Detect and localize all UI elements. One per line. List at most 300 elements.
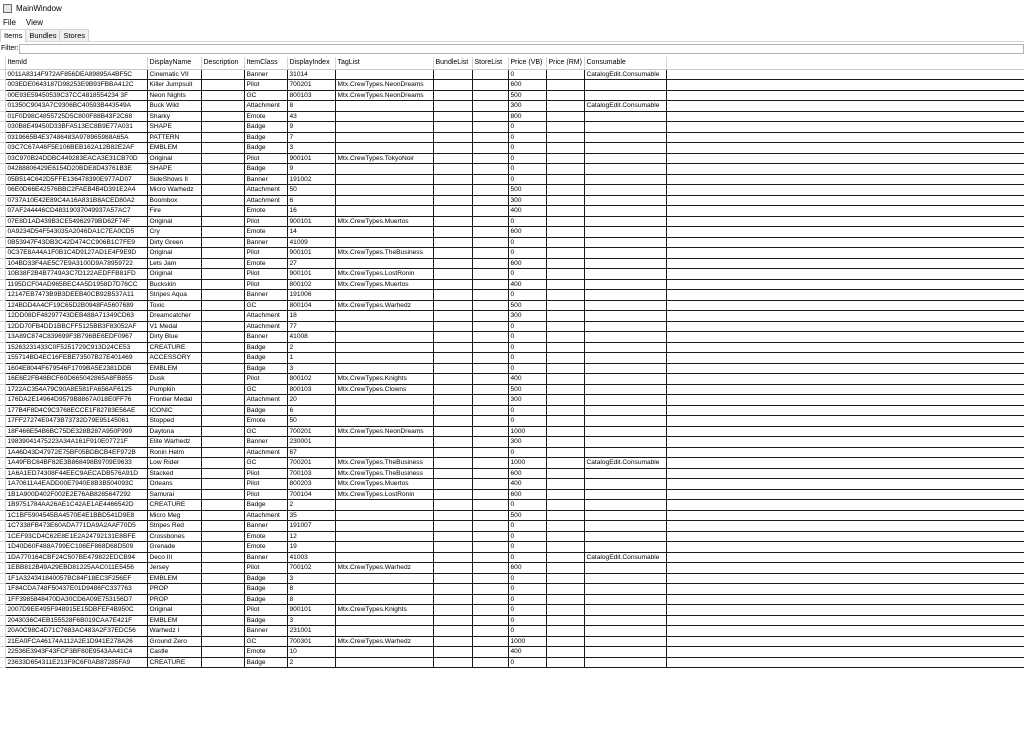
- table-cell[interactable]: Mtx.CrewTypes.TheBusiness: [335, 248, 433, 259]
- table-cell[interactable]: 600: [508, 468, 546, 479]
- table-cell[interactable]: [472, 258, 508, 269]
- table-cell[interactable]: [546, 300, 584, 311]
- table-cell[interactable]: 50: [287, 185, 335, 196]
- table-cell[interactable]: [433, 657, 472, 668]
- table-cell[interactable]: [201, 279, 244, 290]
- table-cell[interactable]: 23633D654311E213F9C6F0AB87285FA9: [5, 657, 147, 668]
- table-cell[interactable]: [433, 363, 472, 374]
- table-cell[interactable]: Badge: [244, 657, 287, 668]
- table-cell[interactable]: 0: [508, 321, 546, 332]
- table-cell[interactable]: 1FF3985848470DA30CD6A09E753156D7: [5, 594, 147, 605]
- table-cell[interactable]: Mtx.CrewTypes.Muertos: [335, 216, 433, 227]
- table-cell[interactable]: [584, 143, 666, 154]
- table-cell[interactable]: [201, 636, 244, 647]
- table-cell[interactable]: [472, 90, 508, 101]
- table-cell[interactable]: [433, 342, 472, 353]
- table-cell[interactable]: [433, 216, 472, 227]
- table-cell[interactable]: [472, 248, 508, 259]
- table-cell[interactable]: [472, 657, 508, 668]
- table-cell[interactable]: [546, 500, 584, 511]
- table-cell[interactable]: 0: [508, 290, 546, 301]
- table-cell[interactable]: [472, 174, 508, 185]
- table-cell[interactable]: [546, 90, 584, 101]
- table-cell[interactable]: [584, 542, 666, 553]
- table-cell[interactable]: [201, 122, 244, 133]
- table-cell[interactable]: [472, 605, 508, 616]
- table-cell[interactable]: [584, 395, 666, 406]
- table-cell[interactable]: [546, 321, 584, 332]
- table-cell[interactable]: [546, 657, 584, 668]
- table-cell[interactable]: 0: [508, 405, 546, 416]
- table-row[interactable]: [0, 500, 1024, 511]
- table-cell[interactable]: [546, 227, 584, 238]
- table-cell[interactable]: [546, 626, 584, 637]
- table-cell[interactable]: 20: [287, 395, 335, 406]
- table-cell[interactable]: CREATURE: [147, 657, 201, 668]
- table-cell[interactable]: 7: [287, 132, 335, 143]
- table-row[interactable]: [0, 290, 1024, 301]
- table-cell[interactable]: [472, 563, 508, 574]
- table-cell[interactable]: GC: [244, 300, 287, 311]
- table-cell[interactable]: Stopped: [147, 416, 201, 427]
- table-cell[interactable]: [433, 227, 472, 238]
- table-cell[interactable]: [201, 395, 244, 406]
- table-cell[interactable]: Elite Warhedz: [147, 437, 201, 448]
- table-cell[interactable]: [201, 374, 244, 385]
- table-row[interactable]: [0, 164, 1024, 175]
- table-cell[interactable]: [335, 615, 433, 626]
- table-cell[interactable]: [584, 437, 666, 448]
- table-cell[interactable]: ACCESSORY: [147, 353, 201, 364]
- table-cell[interactable]: [584, 363, 666, 374]
- table-cell[interactable]: 800104: [287, 300, 335, 311]
- table-cell[interactable]: [546, 206, 584, 217]
- table-row[interactable]: [0, 468, 1024, 479]
- table-cell[interactable]: [584, 290, 666, 301]
- table-cell[interactable]: [472, 122, 508, 133]
- table-cell[interactable]: [335, 111, 433, 122]
- table-cell[interactable]: Pilot: [244, 248, 287, 259]
- table-cell[interactable]: 900101: [287, 153, 335, 164]
- table-cell[interactable]: Fire: [147, 206, 201, 217]
- table-cell[interactable]: 27: [287, 258, 335, 269]
- table-cell[interactable]: 800102: [287, 374, 335, 385]
- table-cell[interactable]: Mtx.CrewTypes.Knights: [335, 605, 433, 616]
- table-cell[interactable]: 0: [508, 143, 546, 154]
- table-cell[interactable]: [433, 101, 472, 112]
- table-cell[interactable]: 800203: [287, 479, 335, 490]
- filter-input[interactable]: [19, 44, 1024, 54]
- table-cell[interactable]: [546, 132, 584, 143]
- table-cell[interactable]: 9: [287, 164, 335, 175]
- table-cell[interactable]: [546, 521, 584, 532]
- table-cell[interactable]: [584, 468, 666, 479]
- table-cell[interactable]: [433, 384, 472, 395]
- table-cell[interactable]: [546, 185, 584, 196]
- table-cell[interactable]: [472, 384, 508, 395]
- table-cell[interactable]: [584, 237, 666, 248]
- table-cell[interactable]: [335, 510, 433, 521]
- table-cell[interactable]: Killer Jumpsuit: [147, 80, 201, 91]
- table-cell[interactable]: 2: [287, 342, 335, 353]
- table-cell[interactable]: Attachment: [244, 101, 287, 112]
- table-cell[interactable]: [201, 174, 244, 185]
- table-cell[interactable]: Micro Meg: [147, 510, 201, 521]
- table-cell[interactable]: 300: [508, 195, 546, 206]
- table-row[interactable]: [0, 636, 1024, 647]
- table-cell[interactable]: [433, 468, 472, 479]
- tab-bundles[interactable]: Bundles: [25, 29, 60, 41]
- table-cell[interactable]: 12DD08DF48297743DEB488A71349CD63: [5, 311, 147, 322]
- table-row[interactable]: [0, 258, 1024, 269]
- table-cell[interactable]: [546, 479, 584, 490]
- table-row[interactable]: [0, 657, 1024, 668]
- table-row[interactable]: [0, 132, 1024, 143]
- table-cell[interactable]: 0: [508, 542, 546, 553]
- table-cell[interactable]: [472, 531, 508, 542]
- table-cell[interactable]: V1 Medal: [147, 321, 201, 332]
- table-cell[interactable]: [546, 605, 584, 616]
- table-cell[interactable]: Frontier Medal: [147, 395, 201, 406]
- table-cell[interactable]: 003EDE0643187D98253E9B93FBBA412C: [5, 80, 147, 91]
- table-cell[interactable]: 0: [508, 605, 546, 616]
- table-cell[interactable]: Banner: [244, 552, 287, 563]
- table-cell[interactable]: [335, 69, 433, 80]
- table-cell[interactable]: Mtx.CrewTypes.Warhedz: [335, 636, 433, 647]
- table-cell[interactable]: [433, 542, 472, 553]
- table-cell[interactable]: 191006: [287, 290, 335, 301]
- table-cell[interactable]: [433, 80, 472, 91]
- table-cell[interactable]: SideShows II: [147, 174, 201, 185]
- table-cell[interactable]: [472, 405, 508, 416]
- table-cell[interactable]: [433, 132, 472, 143]
- table-cell[interactable]: 20A0C98C4D71C7683AC483A2F37EDC56: [5, 626, 147, 637]
- table-cell[interactable]: 12: [287, 531, 335, 542]
- table-cell[interactable]: [584, 584, 666, 595]
- table-row[interactable]: [0, 111, 1024, 122]
- table-cell[interactable]: 6: [287, 195, 335, 206]
- table-cell[interactable]: [472, 164, 508, 175]
- table-cell[interactable]: [546, 437, 584, 448]
- table-cell[interactable]: Cinematic VII: [147, 69, 201, 80]
- table-cell[interactable]: 3: [287, 143, 335, 154]
- table-cell[interactable]: [201, 647, 244, 658]
- table-cell[interactable]: 0: [508, 626, 546, 637]
- table-cell[interactable]: [201, 384, 244, 395]
- table-cell[interactable]: [546, 122, 584, 133]
- table-row[interactable]: [0, 269, 1024, 280]
- table-cell[interactable]: 0: [508, 584, 546, 595]
- table-cell[interactable]: 700102: [287, 563, 335, 574]
- table-cell[interactable]: [472, 626, 508, 637]
- table-cell[interactable]: [584, 248, 666, 259]
- table-cell[interactable]: 2043036C4EB155528F6B019CAA7E421F: [5, 615, 147, 626]
- table-cell[interactable]: [472, 374, 508, 385]
- table-cell[interactable]: [433, 111, 472, 122]
- table-cell[interactable]: [335, 290, 433, 301]
- table-cell[interactable]: Deco III: [147, 552, 201, 563]
- table-cell[interactable]: [584, 185, 666, 196]
- table-cell[interactable]: [201, 479, 244, 490]
- table-cell[interactable]: [584, 195, 666, 206]
- table-cell[interactable]: Dirty Green: [147, 237, 201, 248]
- table-row[interactable]: [0, 143, 1024, 154]
- table-cell[interactable]: [433, 185, 472, 196]
- table-cell[interactable]: 0: [508, 573, 546, 584]
- table-cell[interactable]: 500: [508, 384, 546, 395]
- table-cell[interactable]: SHAPE: [147, 122, 201, 133]
- table-cell[interactable]: [335, 395, 433, 406]
- table-cell[interactable]: 0: [508, 531, 546, 542]
- table-cell[interactable]: 07AF244446CD48319037049937A57AC7: [5, 206, 147, 217]
- table-cell[interactable]: 191007: [287, 521, 335, 532]
- table-cell[interactable]: [201, 111, 244, 122]
- table-cell[interactable]: [201, 342, 244, 353]
- table-row[interactable]: [0, 248, 1024, 259]
- table-cell[interactable]: [546, 69, 584, 80]
- table-cell[interactable]: [201, 216, 244, 227]
- table-cell[interactable]: PROP: [147, 584, 201, 595]
- table-cell[interactable]: Emote: [244, 542, 287, 553]
- table-cell[interactable]: [584, 626, 666, 637]
- table-cell[interactable]: [433, 605, 472, 616]
- table-cell[interactable]: [546, 584, 584, 595]
- table-row[interactable]: [0, 332, 1024, 343]
- table-cell[interactable]: [546, 195, 584, 206]
- table-cell[interactable]: [433, 332, 472, 343]
- table-cell[interactable]: [546, 489, 584, 500]
- table-cell[interactable]: Badge: [244, 353, 287, 364]
- table-cell[interactable]: [584, 605, 666, 616]
- table-cell[interactable]: Emote: [244, 111, 287, 122]
- table-cell[interactable]: 00E93E59450539C37CC4818554234 3F: [5, 90, 147, 101]
- table-cell[interactable]: [201, 311, 244, 322]
- table-cell[interactable]: Mtx.CrewTypes.TheBusiness: [335, 458, 433, 469]
- table-cell[interactable]: [584, 321, 666, 332]
- table-cell[interactable]: 03C7C67A46F5E106BEB162A12B82E2AF: [5, 143, 147, 154]
- table-cell[interactable]: [546, 279, 584, 290]
- table-cell[interactable]: Toxic: [147, 300, 201, 311]
- table-cell[interactable]: 0: [508, 174, 546, 185]
- table-cell[interactable]: [201, 164, 244, 175]
- table-cell[interactable]: 67: [287, 447, 335, 458]
- table-cell[interactable]: [201, 426, 244, 437]
- table-cell[interactable]: [433, 531, 472, 542]
- table-cell[interactable]: [546, 416, 584, 427]
- table-cell[interactable]: Banner: [244, 69, 287, 80]
- table-cell[interactable]: 600: [508, 489, 546, 500]
- table-cell[interactable]: [201, 269, 244, 280]
- table-cell[interactable]: [546, 563, 584, 574]
- table-cell[interactable]: [546, 311, 584, 322]
- table-cell[interactable]: 3: [287, 573, 335, 584]
- table-cell[interactable]: [472, 426, 508, 437]
- column-header[interactable]: DisplayIndex: [287, 57, 335, 69]
- table-cell[interactable]: [546, 458, 584, 469]
- table-cell[interactable]: 41008: [287, 332, 335, 343]
- table-row[interactable]: [0, 416, 1024, 427]
- table-cell[interactable]: 1F1A324341840057BC84F18EC3F256EF: [5, 573, 147, 584]
- table-cell[interactable]: [546, 258, 584, 269]
- table-row[interactable]: [0, 374, 1024, 385]
- table-cell[interactable]: 500: [508, 185, 546, 196]
- table-cell[interactable]: PROP: [147, 594, 201, 605]
- table-cell[interactable]: 1000: [508, 458, 546, 469]
- table-cell[interactable]: 900101: [287, 216, 335, 227]
- table-cell[interactable]: [433, 426, 472, 437]
- table-cell[interactable]: [472, 332, 508, 343]
- table-cell[interactable]: [201, 594, 244, 605]
- table-cell[interactable]: CatalogEdit.Consumable: [584, 458, 666, 469]
- table-cell[interactable]: Badge: [244, 584, 287, 595]
- column-header[interactable]: Consumable: [584, 57, 666, 69]
- table-cell[interactable]: [335, 584, 433, 595]
- table-cell[interactable]: [472, 132, 508, 143]
- table-cell[interactable]: Badge: [244, 363, 287, 374]
- table-cell[interactable]: [335, 573, 433, 584]
- table-cell[interactable]: [335, 206, 433, 217]
- table-cell[interactable]: Pilot: [244, 605, 287, 616]
- table-cell[interactable]: [546, 153, 584, 164]
- table-cell[interactable]: ICONIC: [147, 405, 201, 416]
- table-cell[interactable]: [335, 164, 433, 175]
- table-cell[interactable]: [201, 605, 244, 616]
- table-cell[interactable]: [472, 342, 508, 353]
- tab-stores[interactable]: Stores: [59, 29, 89, 41]
- column-header[interactable]: ItemClass: [244, 57, 287, 69]
- table-row[interactable]: [0, 153, 1024, 164]
- table-cell[interactable]: [433, 69, 472, 80]
- table-cell[interactable]: [201, 468, 244, 479]
- table-cell[interactable]: [584, 384, 666, 395]
- table-row[interactable]: [0, 279, 1024, 290]
- table-cell[interactable]: [335, 143, 433, 154]
- table-cell[interactable]: Attachment: [244, 311, 287, 322]
- table-cell[interactable]: 0A9234D54F543035A2046DA1C7EA0CD5: [5, 227, 147, 238]
- table-cell[interactable]: 230001: [287, 437, 335, 448]
- table-cell[interactable]: 07E8D1AD439B3CE54962979BD62F74F: [5, 216, 147, 227]
- table-cell[interactable]: [546, 164, 584, 175]
- table-cell[interactable]: 06E0D66E42576BBC2FAEB4B4D391E2A4: [5, 185, 147, 196]
- table-cell[interactable]: [433, 174, 472, 185]
- table-cell[interactable]: [472, 573, 508, 584]
- table-cell[interactable]: 1F84CDA748F50437E01D9486FC337763: [5, 584, 147, 595]
- table-cell[interactable]: Pilot: [244, 563, 287, 574]
- table-cell[interactable]: 05B514C642D5FFE136478390E977AD07: [5, 174, 147, 185]
- table-cell[interactable]: [433, 573, 472, 584]
- table-cell[interactable]: [433, 395, 472, 406]
- table-cell[interactable]: [433, 237, 472, 248]
- table-cell[interactable]: [472, 468, 508, 479]
- table-cell[interactable]: 1604E8044F679546F1709BA5E2381DDB: [5, 363, 147, 374]
- table-cell[interactable]: Mtx.CrewTypes.NeonDreams: [335, 90, 433, 101]
- table-cell[interactable]: [546, 468, 584, 479]
- table-cell[interactable]: 400: [508, 279, 546, 290]
- table-cell[interactable]: [201, 153, 244, 164]
- table-cell[interactable]: Pilot: [244, 80, 287, 91]
- table-cell[interactable]: Neon Nights: [147, 90, 201, 101]
- table-cell[interactable]: [546, 342, 584, 353]
- table-cell[interactable]: [472, 279, 508, 290]
- table-cell[interactable]: Cry: [147, 227, 201, 238]
- table-cell[interactable]: CREATURE: [147, 500, 201, 511]
- table-cell[interactable]: [335, 626, 433, 637]
- table-cell[interactable]: [335, 594, 433, 605]
- table-cell[interactable]: 16: [287, 206, 335, 217]
- table-cell[interactable]: 17FF27274E0473B73732D79E95145061: [5, 416, 147, 427]
- table-cell[interactable]: [335, 500, 433, 511]
- table-cell[interactable]: [335, 122, 433, 133]
- table-cell[interactable]: [472, 542, 508, 553]
- table-cell[interactable]: [472, 647, 508, 658]
- table-cell[interactable]: [584, 174, 666, 185]
- table-row[interactable]: [0, 437, 1024, 448]
- table-cell[interactable]: [584, 500, 666, 511]
- table-cell[interactable]: [584, 426, 666, 437]
- table-cell[interactable]: [584, 479, 666, 490]
- table-row[interactable]: [0, 395, 1024, 406]
- table-cell[interactable]: 10: [287, 647, 335, 658]
- table-cell[interactable]: 1DA770164CBF24C507BE479822EDCB94: [5, 552, 147, 563]
- table-cell[interactable]: [584, 615, 666, 626]
- table-cell[interactable]: [546, 647, 584, 658]
- table-cell[interactable]: Pilot: [244, 468, 287, 479]
- table-cell[interactable]: [584, 647, 666, 658]
- table-cell[interactable]: Daytona: [147, 426, 201, 437]
- table-cell[interactable]: [584, 90, 666, 101]
- table-cell[interactable]: 0: [508, 248, 546, 259]
- table-cell[interactable]: 8: [287, 594, 335, 605]
- table-cell[interactable]: Emote: [244, 531, 287, 542]
- table-cell[interactable]: Emote: [244, 206, 287, 217]
- table-cell[interactable]: Mtx.CrewTypes.Muertos: [335, 479, 433, 490]
- table-cell[interactable]: 21EA0FCA46174A112A2E1D941E278A26: [5, 636, 147, 647]
- table-cell[interactable]: [472, 143, 508, 154]
- table-cell[interactable]: [201, 510, 244, 521]
- table-cell[interactable]: [201, 353, 244, 364]
- table-cell[interactable]: [433, 269, 472, 280]
- table-cell[interactable]: GC: [244, 90, 287, 101]
- table-cell[interactable]: Original: [147, 269, 201, 280]
- table-cell[interactable]: [584, 80, 666, 91]
- table-cell[interactable]: [335, 447, 433, 458]
- table-cell[interactable]: Orleans: [147, 479, 201, 490]
- table-cell[interactable]: GC: [244, 426, 287, 437]
- table-cell[interactable]: [335, 342, 433, 353]
- table-row[interactable]: [0, 605, 1024, 616]
- table-cell[interactable]: Banner: [244, 332, 287, 343]
- table-cell[interactable]: [472, 69, 508, 80]
- table-cell[interactable]: CREATURE: [147, 342, 201, 353]
- table-cell[interactable]: [546, 510, 584, 521]
- column-header[interactable]: DisplayName: [147, 57, 201, 69]
- table-cell[interactable]: Attachment: [244, 185, 287, 196]
- table-row[interactable]: [0, 101, 1024, 112]
- table-row[interactable]: [0, 489, 1024, 500]
- table-cell[interactable]: [433, 164, 472, 175]
- table-cell[interactable]: Mtx.CrewTypes.TheBusiness: [335, 468, 433, 479]
- table-cell[interactable]: [584, 258, 666, 269]
- table-cell[interactable]: 18: [287, 311, 335, 322]
- table-cell[interactable]: Emote: [244, 647, 287, 658]
- table-cell[interactable]: 8: [287, 101, 335, 112]
- table-cell[interactable]: Original: [147, 153, 201, 164]
- table-cell[interactable]: Badge: [244, 122, 287, 133]
- table-cell[interactable]: [201, 227, 244, 238]
- table-cell[interactable]: [335, 405, 433, 416]
- column-header[interactable]: Price (VB): [508, 57, 546, 69]
- table-cell[interactable]: Dirty Blue: [147, 332, 201, 343]
